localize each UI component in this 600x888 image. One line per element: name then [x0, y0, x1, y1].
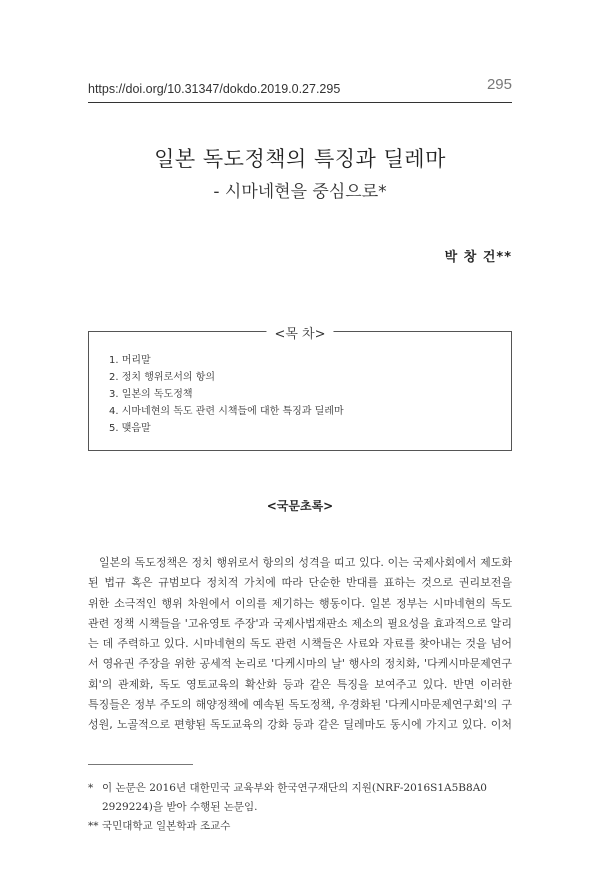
abstract-line: 일본의 독도정책은 정치 행위로서 항의의 성격을 띠고 있다. 이는 국제사회에서 제도화: [99, 556, 512, 569]
abstract-line: 특징들은 정부 주도의 해양정책에 예속된 독도정책, 우경화된 '다케시마문제연구회'의 구: [88, 698, 512, 712]
footnote-text: 2929224)을 받아 수행된 논문임.: [102, 801, 258, 813]
abstract-line: 관련 정책 시책들을 '고유영토 주장'과 국제사법재판소 제소의 필요성을 효과적으로 알리: [88, 616, 512, 630]
toc-item: 2. 정치 행위로서의 항의: [109, 372, 216, 383]
footnote-mark: *: [88, 782, 94, 794]
footnote-rule: [88, 764, 193, 765]
footnote: [88, 779, 512, 817]
abstract-line: 는 데 주력하고 있다. 시마네현의 독도 관련 시책들은 사료와 자료를 찾아내는 것을 넘어: [88, 637, 512, 651]
toc-item: 3. 일본의 독도정책: [109, 389, 193, 400]
page-number: 295: [486, 76, 512, 93]
paper-title: 일본 독도정책의 특징과 딜레마: [154, 147, 446, 171]
abstract-body: [88, 553, 512, 736]
abstract-line: 서 영유권 주장을 위한 공세적 논리로 '다케시마의 날' 행사의 정치화, '다케시마문제연구: [88, 657, 512, 671]
toc-heading: <목 차>: [266, 323, 333, 342]
toc-item: 4. 시마네현의 독도 관련 시책들에 대한 특징과 딜레마: [109, 406, 344, 417]
toc-item: 5. 맺음말: [109, 423, 151, 434]
header-rule: [88, 102, 512, 103]
footnote-text: 이 논문은 2016년 대한민국 교육부와 한국연구재단의 지원(NRF-2016S1A5B8A0: [102, 782, 487, 794]
table-of-contents: [88, 327, 512, 451]
footnotes: [88, 779, 512, 836]
abstract-line: 회'의 관제화, 독도 영토교육의 확산화 등과 같은 특징을 보여주고 있다. 반면 이러한: [88, 677, 512, 691]
abstract-line: 위한 소극적인 행위 차원에서 이의를 제기하는 행동이다. 일본 정부는 시마네현의 독도: [88, 596, 512, 610]
footnote-mark: **: [88, 820, 99, 832]
abstract-line: 된 법규 혹은 규범보다 정치적 가치에 따라 단순한 반대를 표하는 것으로 권리보전을: [88, 576, 512, 590]
toc-item: 1. 머리말: [109, 355, 151, 366]
abstract-line: 성원, 노골적으로 편향된 독도교육의 강화 등과 같은 딜레마도 동시에 가지고 있다. 이처: [88, 718, 512, 732]
author-name: 박 창 건**: [444, 250, 512, 265]
doi-link[interactable]: https://doi.org/10.31347/dokdo.2019.0.27.295: [88, 82, 341, 96]
paper-subtitle: - 시마네현을 중심으로*: [213, 182, 387, 202]
toc-list: [109, 352, 344, 437]
footnote-text: 국민대학교 일본학과 조교수: [102, 820, 231, 832]
abstract-heading: <국문초록>: [266, 499, 334, 513]
footnote: [88, 817, 512, 836]
